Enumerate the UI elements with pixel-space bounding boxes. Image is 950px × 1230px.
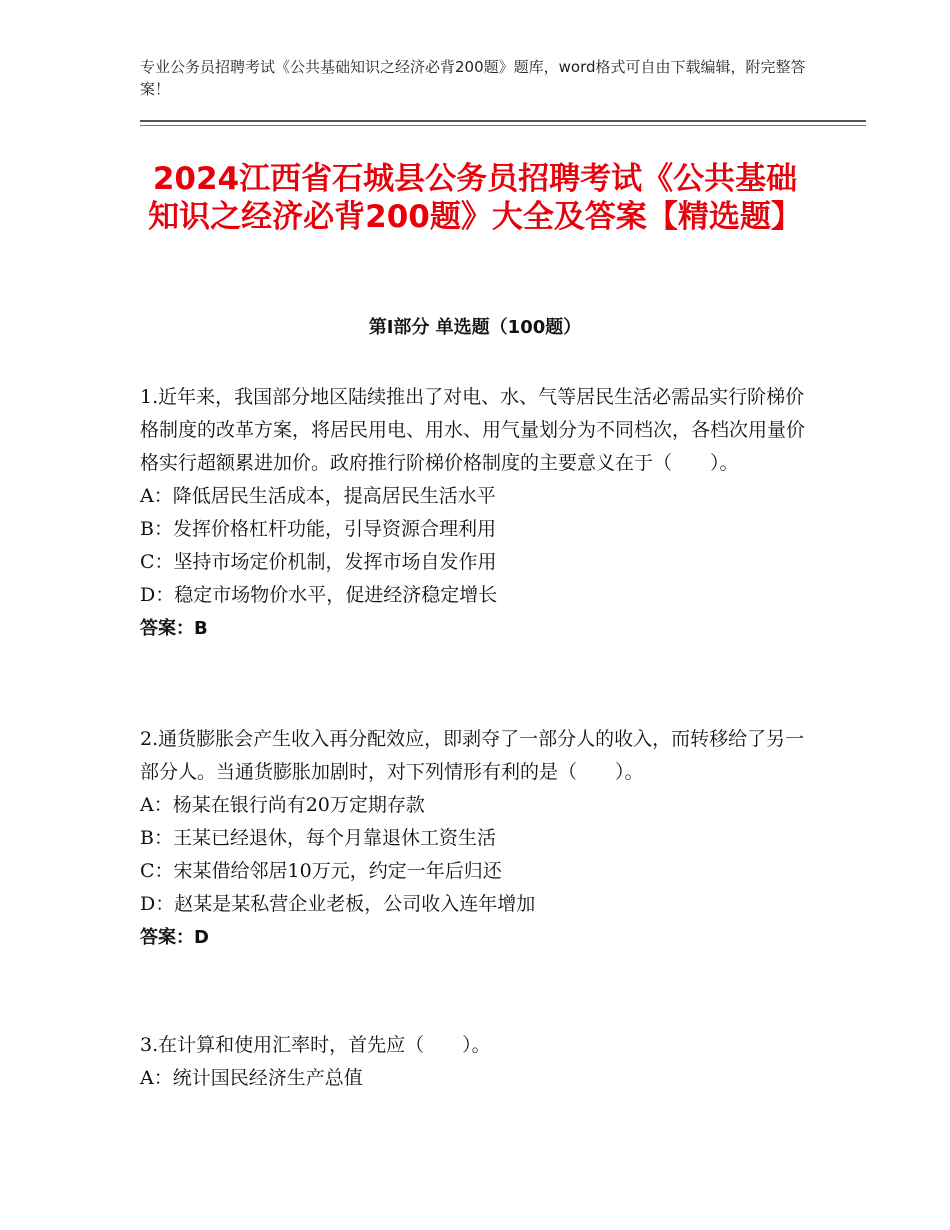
header-divider-thin	[140, 125, 866, 126]
answer-line: 答案：D	[140, 927, 209, 948]
section-heading: 第Ⅰ部分 单选题（100题）	[368, 317, 582, 338]
question-3	[140, 1029, 810, 1095]
option-a: A：统计国民经济生产总值	[140, 1067, 363, 1089]
question-stem: 2.通货膨胀会产生收入再分配效应，即剥夺了一部分人的收入，而转移给了另一部分人。当通货膨胀加剧时，对下列情形有利的是（ ）。	[140, 728, 805, 783]
option-c: C：宋某借给邻居10万元，约定一年后归还	[140, 860, 502, 882]
answer-line: 答案：B	[140, 618, 208, 639]
header-divider	[140, 120, 866, 122]
option-c: C：坚持市场定价机制，发挥市场自发作用	[140, 551, 497, 573]
document-title: 2024江西省石城县公务员招聘考试《公共基础知识之经济必背200题》大全及答案【精选题】	[148, 161, 802, 235]
option-a: A：杨某在银行尚有20万定期存款	[140, 794, 425, 816]
option-a: A：降低居民生活成本，提高居民生活水平	[140, 485, 496, 507]
option-b: B：王某已经退休，每个月靠退休工资生活	[140, 827, 496, 849]
question-1	[140, 381, 810, 645]
question-stem: 1.近年来，我国部分地区陆续推出了对电、水、气等居民生活必需品实行阶梯价格制度的改革方案，将居民用电、用水、用气量划分为不同档次，各档次用量价格实行超额累进加价。政府推行阶梯价格制度的主要意义在于（ ）。	[140, 386, 806, 474]
question-2	[140, 723, 810, 954]
header-note: 专业公务员招聘考试《公共基础知识之经济必背200题》题库，word格式可自由下载编辑，附完整答案！	[140, 58, 806, 98]
question-stem: 3.在计算和使用汇率时，首先应（ ）。	[140, 1034, 491, 1056]
option-b: B：发挥价格杠杆功能，引导资源合理利用	[140, 518, 496, 540]
option-d: D：赵某是某私营企业老板，公司收入连年增加	[140, 893, 536, 915]
option-d: D：稳定市场物价水平，促进经济稳定增长	[140, 584, 498, 606]
